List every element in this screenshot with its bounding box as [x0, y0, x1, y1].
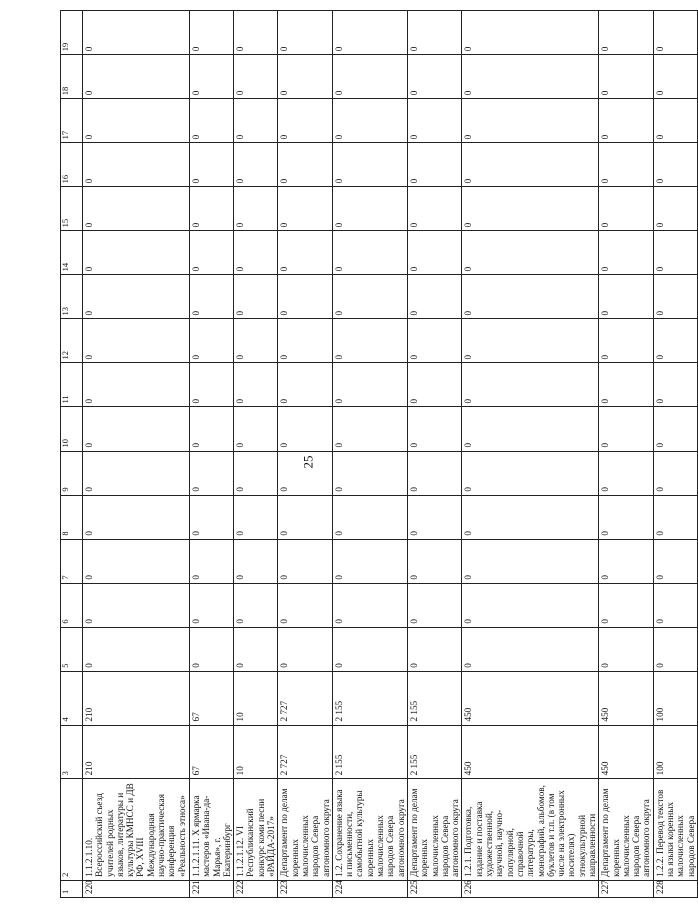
cell-value: 0 [278, 55, 332, 99]
cell-value: 0 [190, 627, 234, 671]
column-header: 10 [61, 407, 83, 451]
cell-value: 0 [83, 363, 190, 407]
cell-value: 0 [462, 627, 599, 671]
year-value: 100 [653, 671, 697, 725]
cell-value: 0 [278, 363, 332, 407]
cell-value: 0 [83, 99, 190, 143]
cell-value: 0 [653, 495, 697, 539]
row-name: 1.1.2.1.12. VI Республиканский конкурс коми песни «РАЙДА-2017» [234, 779, 278, 881]
cell-value: 0 [407, 407, 461, 451]
column-header: 12 [61, 319, 83, 363]
cell-value: 0 [278, 539, 332, 583]
cell-value: 0 [332, 187, 407, 231]
year-value: 2 727 [278, 671, 332, 725]
cell-value: 0 [407, 319, 461, 363]
cell-value: 0 [83, 627, 190, 671]
table-row [190, 11, 234, 898]
cell-value: 0 [599, 539, 653, 583]
cell-value: 0 [234, 275, 278, 319]
cell-value: 0 [462, 275, 599, 319]
table-row [332, 11, 407, 898]
cell-value: 0 [83, 495, 190, 539]
cell-value: 0 [653, 99, 697, 143]
year-value: 450 [599, 671, 653, 725]
cell-value: 0 [462, 539, 599, 583]
cell-value: 0 [83, 451, 190, 495]
cell-value: 0 [332, 275, 407, 319]
cell-value: 0 [278, 627, 332, 671]
cell-value: 0 [653, 583, 697, 627]
cell-value: 0 [407, 187, 461, 231]
column-header: 6 [61, 583, 83, 627]
year-value: 2 155 [332, 671, 407, 725]
cell-value: 0 [462, 55, 599, 99]
cell-value: 0 [83, 539, 190, 583]
cell-value: 0 [234, 583, 278, 627]
cell-value: 0 [599, 363, 653, 407]
total-value: 67 [190, 725, 234, 779]
column-header: 14 [61, 231, 83, 275]
cell-value: 0 [83, 11, 190, 55]
cell-value: 0 [407, 55, 461, 99]
cell-value: 0 [278, 143, 332, 187]
cell-value: 0 [407, 231, 461, 275]
table-row [234, 11, 278, 898]
cell-value: 0 [190, 55, 234, 99]
cell-value: 0 [234, 99, 278, 143]
column-header: 9 [61, 451, 83, 495]
cell-value: 0 [653, 11, 697, 55]
table-row [462, 11, 599, 898]
cell-value: 0 [190, 363, 234, 407]
table-row [407, 11, 461, 898]
cell-value: 0 [462, 319, 599, 363]
cell-value: 0 [332, 363, 407, 407]
year-value: 67 [190, 671, 234, 725]
total-value: 10 [234, 725, 278, 779]
cell-value: 0 [83, 231, 190, 275]
row-number: 227 [599, 880, 653, 897]
column-header: 11 [61, 363, 83, 407]
cell-value: 0 [234, 231, 278, 275]
cell-value: 0 [278, 275, 332, 319]
cell-value: 0 [83, 319, 190, 363]
cell-value: 0 [462, 187, 599, 231]
cell-value: 0 [190, 187, 234, 231]
cell-value: 0 [190, 539, 234, 583]
cell-value: 0 [653, 143, 697, 187]
cell-value: 0 [83, 275, 190, 319]
row-number: 220 [83, 880, 190, 897]
cell-value: 0 [332, 407, 407, 451]
cell-value: 0 [407, 363, 461, 407]
table-row [83, 11, 190, 898]
cell-value: 0 [332, 55, 407, 99]
row-name: 1.2.2. Перевод текстов на языки коренных малочисленных народов Севера [653, 779, 697, 881]
cell-value: 0 [462, 11, 599, 55]
budget-table [60, 10, 698, 898]
year-value: 2 155 [407, 671, 461, 725]
cell-value: 0 [462, 407, 599, 451]
cell-value: 0 [234, 55, 278, 99]
cell-value: 0 [462, 583, 599, 627]
cell-value: 0 [234, 143, 278, 187]
table-row [653, 11, 697, 898]
cell-value: 0 [83, 583, 190, 627]
cell-value: 0 [234, 11, 278, 55]
cell-value: 0 [332, 495, 407, 539]
column-header: 13 [61, 275, 83, 319]
cell-value: 0 [407, 275, 461, 319]
cell-value: 0 [332, 539, 407, 583]
cell-value: 0 [332, 583, 407, 627]
cell-value: 0 [407, 11, 461, 55]
cell-value: 0 [234, 319, 278, 363]
total-value: 100 [653, 725, 697, 779]
column-header: 17 [61, 99, 83, 143]
cell-value: 0 [278, 187, 332, 231]
cell-value: 0 [190, 451, 234, 495]
column-header: 2 [61, 779, 83, 881]
cell-value: 0 [234, 451, 278, 495]
cell-value: 0 [407, 539, 461, 583]
total-value: 2 727 [278, 725, 332, 779]
total-value: 2 155 [332, 725, 407, 779]
cell-value: 0 [332, 451, 407, 495]
cell-value: 0 [462, 363, 599, 407]
cell-value: 0 [599, 407, 653, 451]
row-number: 223 [278, 880, 332, 897]
cell-value: 0 [190, 143, 234, 187]
cell-value: 0 [278, 583, 332, 627]
cell-value: 0 [653, 407, 697, 451]
header-row [61, 11, 83, 898]
cell-value: 0 [462, 231, 599, 275]
row-name: 1.2.1. Подготовка, издание и поставка художественной, научной, научно-популярной, справочной литературы, монографий, альбомов, буклетов и т.п. (в том числе на электронных носителях) этнокультурной направленности [462, 779, 599, 881]
cell-value: 0 [407, 583, 461, 627]
cell-value: 0 [599, 583, 653, 627]
table-viewport [60, 10, 696, 898]
row-number: 221 [190, 880, 234, 897]
total-value: 450 [462, 725, 599, 779]
cell-value: 0 [653, 275, 697, 319]
cell-value: 0 [234, 407, 278, 451]
page-number: 25 [300, 455, 316, 469]
cell-value: 0 [407, 495, 461, 539]
column-header: 1 [61, 880, 83, 897]
cell-value: 0 [653, 363, 697, 407]
column-header: 15 [61, 187, 83, 231]
column-header: 18 [61, 55, 83, 99]
year-value: 450 [462, 671, 599, 725]
cell-value: 0 [234, 627, 278, 671]
column-header: 4 [61, 671, 83, 725]
cell-value: 0 [332, 143, 407, 187]
cell-value: 0 [332, 231, 407, 275]
cell-value: 0 [234, 187, 278, 231]
cell-value: 0 [190, 11, 234, 55]
row-name: 1.2. Сохранение языка и письменности, самобытной культуры коренных малочисленных народов Севера автономного округа [332, 779, 407, 881]
cell-value: 0 [278, 451, 332, 495]
year-value: 10 [234, 671, 278, 725]
cell-value: 0 [332, 319, 407, 363]
cell-value: 0 [407, 627, 461, 671]
row-name: 1.1.2.1.10. Всероссийский съезд учителей родных языков, литературы и культуры КМНСС и ДВ РФ, XVIII Международная научно-практическая конференция «Реальность этноса» [83, 779, 190, 881]
year-value: 210 [83, 671, 190, 725]
cell-value: 0 [599, 275, 653, 319]
cell-value: 0 [278, 407, 332, 451]
cell-value: 0 [407, 451, 461, 495]
cell-value: 0 [407, 99, 461, 143]
column-header: 7 [61, 539, 83, 583]
cell-value: 0 [653, 319, 697, 363]
cell-value: 0 [462, 451, 599, 495]
cell-value: 0 [599, 55, 653, 99]
column-header: 19 [61, 11, 83, 55]
row-name: Департамент по делам коренных малочисленных народов Севера автономного округа [407, 779, 461, 881]
column-header: 8 [61, 495, 83, 539]
table-row [599, 11, 653, 898]
cell-value: 0 [599, 319, 653, 363]
cell-value: 0 [190, 319, 234, 363]
cell-value: 0 [332, 11, 407, 55]
cell-value: 0 [599, 231, 653, 275]
cell-value: 0 [190, 231, 234, 275]
row-name: Департамент по делам коренных малочисленных народов Севера автономного округа [278, 779, 332, 881]
cell-value: 0 [599, 11, 653, 55]
cell-value: 0 [599, 451, 653, 495]
cell-value: 0 [332, 99, 407, 143]
row-number: 224 [332, 880, 407, 897]
row-number: 228 [653, 880, 697, 897]
row-name: 1.1.2.1.11. Х ярмарка мастеров «Ивана-да-Марья», г. Екатеринбург [190, 779, 234, 881]
cell-value: 0 [462, 99, 599, 143]
cell-value: 0 [278, 231, 332, 275]
cell-value: 0 [83, 407, 190, 451]
cell-value: 0 [278, 319, 332, 363]
cell-value: 0 [234, 363, 278, 407]
column-header: 16 [61, 143, 83, 187]
column-header: 3 [61, 725, 83, 779]
cell-value: 0 [599, 99, 653, 143]
cell-value: 0 [462, 143, 599, 187]
cell-value: 0 [190, 495, 234, 539]
cell-value: 0 [234, 495, 278, 539]
cell-value: 0 [234, 539, 278, 583]
cell-value: 0 [190, 407, 234, 451]
cell-value: 0 [653, 627, 697, 671]
cell-value: 0 [653, 231, 697, 275]
cell-value: 0 [599, 187, 653, 231]
column-header: 5 [61, 627, 83, 671]
cell-value: 0 [278, 495, 332, 539]
row-number: 226 [462, 880, 599, 897]
row-name: Департамент по делам коренных малочисленных народов Севера автономного округа [599, 779, 653, 881]
total-value: 210 [83, 725, 190, 779]
row-number: 222 [234, 880, 278, 897]
cell-value: 0 [599, 143, 653, 187]
cell-value: 0 [278, 11, 332, 55]
cell-value: 0 [83, 55, 190, 99]
cell-value: 0 [190, 275, 234, 319]
cell-value: 0 [190, 583, 234, 627]
cell-value: 0 [599, 627, 653, 671]
cell-value: 0 [332, 627, 407, 671]
cell-value: 0 [278, 99, 332, 143]
cell-value: 0 [83, 187, 190, 231]
cell-value: 0 [653, 451, 697, 495]
cell-value: 0 [653, 55, 697, 99]
cell-value: 0 [599, 495, 653, 539]
cell-value: 0 [653, 187, 697, 231]
cell-value: 0 [462, 495, 599, 539]
total-value: 450 [599, 725, 653, 779]
cell-value: 0 [653, 539, 697, 583]
cell-value: 0 [190, 99, 234, 143]
total-value: 2 155 [407, 725, 461, 779]
row-number: 225 [407, 880, 461, 897]
cell-value: 0 [83, 143, 190, 187]
cell-value: 0 [407, 143, 461, 187]
table-row [278, 11, 332, 898]
